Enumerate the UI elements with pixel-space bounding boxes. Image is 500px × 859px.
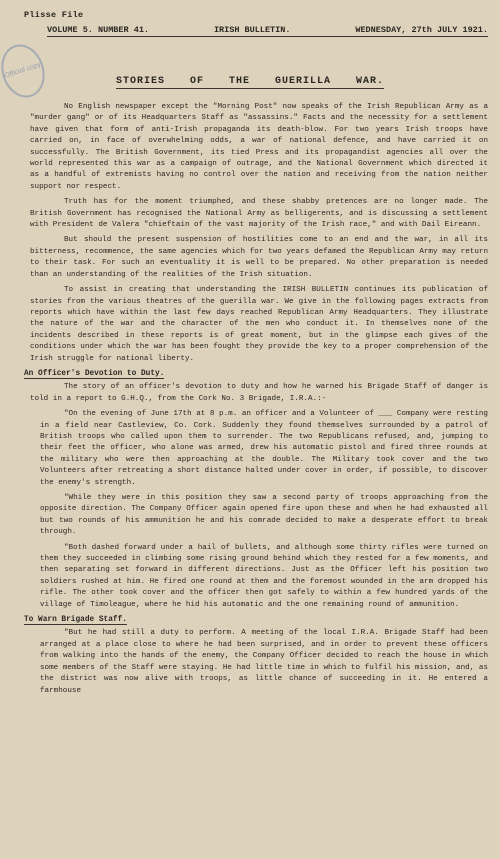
issue-date: WEDNESDAY, 27th JULY 1921.: [355, 25, 488, 35]
section-heading-officer-devotion: [24, 369, 488, 380]
paragraph-1: No English newspaper except the "Morning Post" now speaks of the Irish Republican Army as a "murder gang" or of its Headquarters Staff as "assassins." Facts and the necessity for a settlement have given that form of anti-Irish propaganda its death-blow. For two years Irish troops have carried on, in face of overwhelming odds, a war of national defence, and have carried it on successfully. The British Government, its tied Press and its propagandist agencies all over the world represented this war as a campaign of outrage, and the National Government which directed it as a handful of extremists having no control over the nation and receiving from the nation neither support nor respect.: [30, 103, 488, 191]
publication-name: IRISH BULLETIN.: [213, 25, 291, 35]
section1-quote-3: "Both dashed forward under a hail of bullets, and although some thirty rifles were turned on them they succeeded in climbing some rising ground behind which they rested for a few moments, and then separating set forward in different directions. Just as the Officer left his position two soldiers rushed at him. He fired one round at them and the foremost wounded in the arm dropped his rifle. The other took cover and the officer then got safely to within a few hundred yards of the village of Timoleague, where he hid his automatic and the one remaining round of ammunition.: [40, 543, 488, 609]
paragraph-2: Truth has for the moment triumphed, and these shabby pretences are no longer made. The British Government has recognised the National Army as belligerents, and is discussing a settlement with President de Valera "chieftain of the vast majority of the Irish race," and with Dail Eireann.: [30, 198, 488, 230]
section-heading-text: An Officer's Devotion to Duty.: [24, 369, 165, 378]
page-title: [0, 76, 500, 87]
archive-stamp: [0, 39, 51, 103]
volume-number: VOLUME 5. NUMBER 41.: [47, 25, 150, 35]
section2-quote: "But he had still a duty to perform. A meeting of the local I.R.A. Brigade Staff had been arranged at a place close to where he had been surprised, and in order to prevent these officers from walking into the hands of the enemy, the Company Officer decided to reach the house in which some members of the Staff were staying. He had little time in which to fulfil his mission, and, as the district was now alive with troops, as little chance of succeeding in it. He entered a farmhouse: [40, 629, 488, 695]
folder-label: Plisse File: [24, 10, 84, 20]
article-body: [24, 102, 488, 701]
header-line: [47, 25, 488, 37]
paragraph-3: But should the present suspension of hostilities come to an end and the war, in all its bitterness, recommence, the same agencies which for two years defamed the Republican Army may return to their task. For such an eventuality it is well to be prepared. No other preparation is needed than an understanding of the realities of the Irish situation.: [30, 236, 488, 279]
stamp-text: Official copy: [3, 61, 42, 80]
section-heading-text: To Warn Brigade Staff.: [24, 616, 127, 625]
section1-quote-1: "On the evening of June 17th at 8 p.m. an officer and a Volunteer of ___ Company were resting in a field near Castleview, Co. Cork. Suddenly they found themselves surrounded by a patrol of British troops who called upon them to surrender. The two Republicans refused, and, jumping to their feet the officer, who alone was armed, drew his automatic pistol and fired three rounds at the military who were then approaching at the double. The Military took cover and the two Volunteers after retreating a short distance halted under cover in order, if possible, to discover the enemy's strength.: [40, 410, 488, 487]
section1-intro: The story of an officer's devotion to duty and how he warned his Brigade Staff of danger is told in a report to G.H.Q., from the Cork No. 3 Brigade, I.R.A.:-: [30, 383, 488, 403]
paragraph-4: To assist in creating that understanding the IRISH BULLETIN continues its publication of stories from the various theatres of the guerilla war. We give in the following pages extracts from reports which have within the last few days reached Republican Army Headquarters. They illustrate the nature of the war and the character of the men who conduct it. In themselves none of the incidents described in these reports is of great moment, but in the glimpse each gives of the conditions under which the war has been fought they provide the key to a proper comprehension of the Irish struggle for national liberty.: [30, 286, 488, 363]
section1-quote-2: "While they were in this position they saw a second party of troops approaching from the opposite direction. The Company Officer again opened fire upon these and when he had exhausted all but two rounds of his ammunition he and his comrade decided to make a desperate effort to break through.: [40, 494, 488, 537]
title-text: STORIES OF THE GUERILLA WAR.: [115, 76, 385, 87]
section-heading-warn-brigade: [24, 615, 488, 626]
